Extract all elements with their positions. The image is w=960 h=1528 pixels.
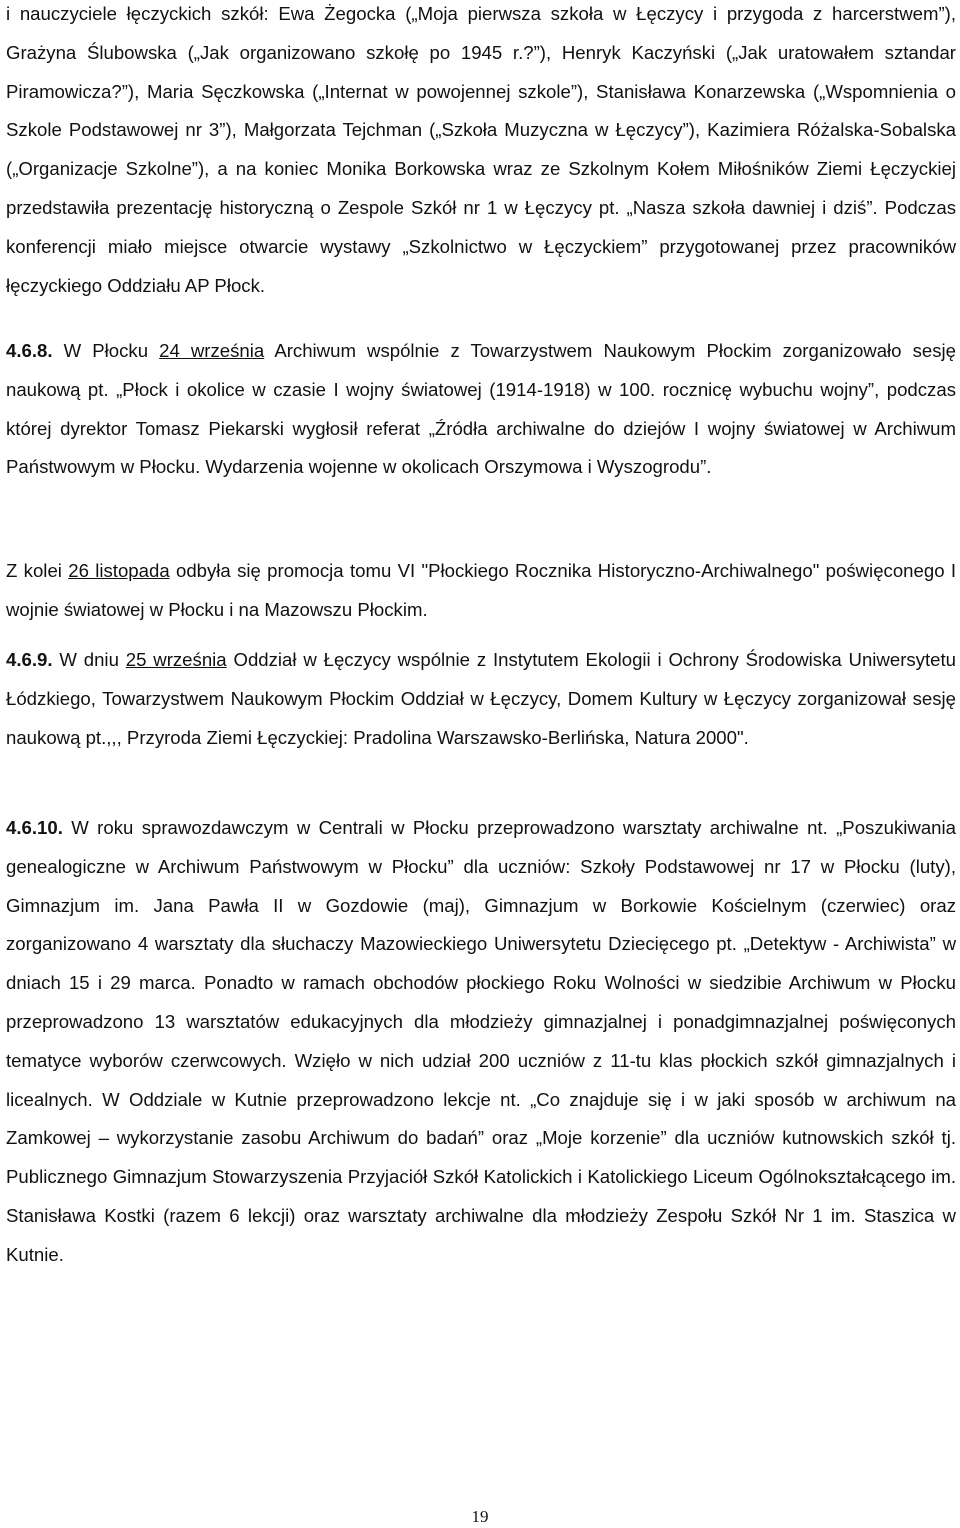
section-number: 4.6.9. bbox=[6, 649, 53, 670]
underlined-date: 24 września bbox=[159, 340, 265, 361]
paragraph-text: Z kolei bbox=[6, 560, 69, 581]
section-number: 4.6.10. bbox=[6, 817, 63, 838]
paragraph-text: W Płocku bbox=[52, 340, 160, 361]
page-number: 19 bbox=[471, 1507, 489, 1526]
paragraph-text: i nauczyciele łęczyckich szkół: Ewa Żegocka („Moja pierwsza szkoła w Łęczycy i przygoda z harcerstwem”), Grażyna Ślubowska („Jak organizowano szkołę po 1945 r.?”), Henryk Kaczyński („Jak uratowałem sztandar Piramowicza?”), Maria Sęczkowska („Internat w powojennej szkole”), Stanisława Konarzewska („Wspomnienia o Szkole Podstawowej nr 3”), Małgorzata Tejchman („Szkoła Muzyczna w Łęczycy”), Kazimiera Różalska-Sobalska („Organizacje Szkolne”), a na koniec Monika Borkowska wraz ze Szkolnym Kołem Miłośników Ziemi Łęczyckiej przedstawiła prezentację historyczną o Zespole Szkół nr 1 w Łęczycy pt. „Nasza szkoła dawniej i dziś”. Podczas konferencji miało miejsce otwarcie wystawy „Szkolnictwo w Łęczyckiem” przygotowanej przez pracowników łęczyckiego Oddziału AP Płock. bbox=[6, 3, 956, 296]
paragraph-conference-speakers bbox=[6, 0, 956, 305]
paragraph-4-6-9 bbox=[6, 641, 956, 757]
paragraph-4-6-8 bbox=[6, 332, 956, 487]
paragraph-book-promotion bbox=[6, 552, 956, 630]
paragraph-4-6-10 bbox=[6, 809, 956, 1275]
paragraph-text: odbyła się promocja tomu VI "Płockiego Rocznika Historyczno-Archiwalnego" poświęconego I wojnie światowej w Płocku i na Mazowszu Płockim. bbox=[6, 560, 957, 620]
paragraph-text: W dniu bbox=[52, 649, 126, 670]
paragraph-text: W roku sprawozdawczym w Centrali w Płocku przeprowadzono warsztaty archiwalne nt. „Poszukiwania genealogiczne w Archiwum Państwowym w Płocku” dla uczniów: Szkoły Podstawowej nr 17 w Płocku (luty), Gimnazjum im. Jana Pawła II w Gozdowie (maj), Gimnazjum w Borkowie Kościelnym (czerwiec) oraz zorganizowano 4 warsztaty dla słuchaczy Mazowieckiego Uniwersytetu Dziecięcego pt. „Detektyw - Archiwista” w dniach 15 i 29 marca. Ponadto w ramach obchodów płockiego Roku Wolności w siedzibie Archiwum w Płocku przeprowadzono 13 warsztatów edukacyjnych dla młodzieży gimnazjalnej i ponadgimnazjalnej poświęconych tematyce wyborów czerwcowych. Wzięło w nich udział 200 uczniów z 11-tu klas płockich szkół gimnazjalnych i licealnych. W Oddziale w Kutnie przeprowadzono lekcje nt. „Co znajduje się i w jaki sposób w archiwum na Zamkowej – wykorzystanie zasobu Archiwum do badań” oraz „Moje korzenie” dla uczniów kutnowskich szkół tj. Publicznego Gimnazjum Stowarzyszenia Przyjaciół Szkół Katolickich i Katolickiego Liceum Ogólnokształcącego im. Stanisława Kostki (razem 6 lekcji) oraz warsztaty archiwalne dla młodzieży Zespołu Szkół Nr 1 im. Staszica w Kutnie. bbox=[6, 817, 956, 1265]
underlined-date: 26 listopada bbox=[68, 560, 170, 581]
paragraph-text: Archiwum wspólnie z Towarzystwem Naukowym Płockim zorganizowało sesję naukową pt. „Płock i okolice w czasie I wojny światowej (1914-1918) w 100. rocznicę wybuchu wojny”, podczas której dyrektor Tomasz Piekarski wygłosił referat „Źródła archiwalne do dziejów I wojny światowej w Archiwum Państwowym w Płocku. Wydarzenia wojenne w okolicach Orszymowa i Wyszogrodu”. bbox=[6, 340, 957, 478]
paragraph-text: Oddział w Łęczycy wspólnie z Instytutem Ekologii i Ochrony Środowiska Uniwersytetu Łódzkiego, Towarzystwem Naukowym Płockim Oddział w Łęczycy, Domem Kultury w Łęczycy zorganizował sesję naukową pt.,,, Przyroda Ziemi Łęczyckiej: Pradolina Warszawsko-Berlińska, Natura 2000". bbox=[6, 649, 956, 748]
section-number: 4.6.8. bbox=[6, 340, 53, 361]
underlined-date: 25 września bbox=[125, 649, 227, 670]
